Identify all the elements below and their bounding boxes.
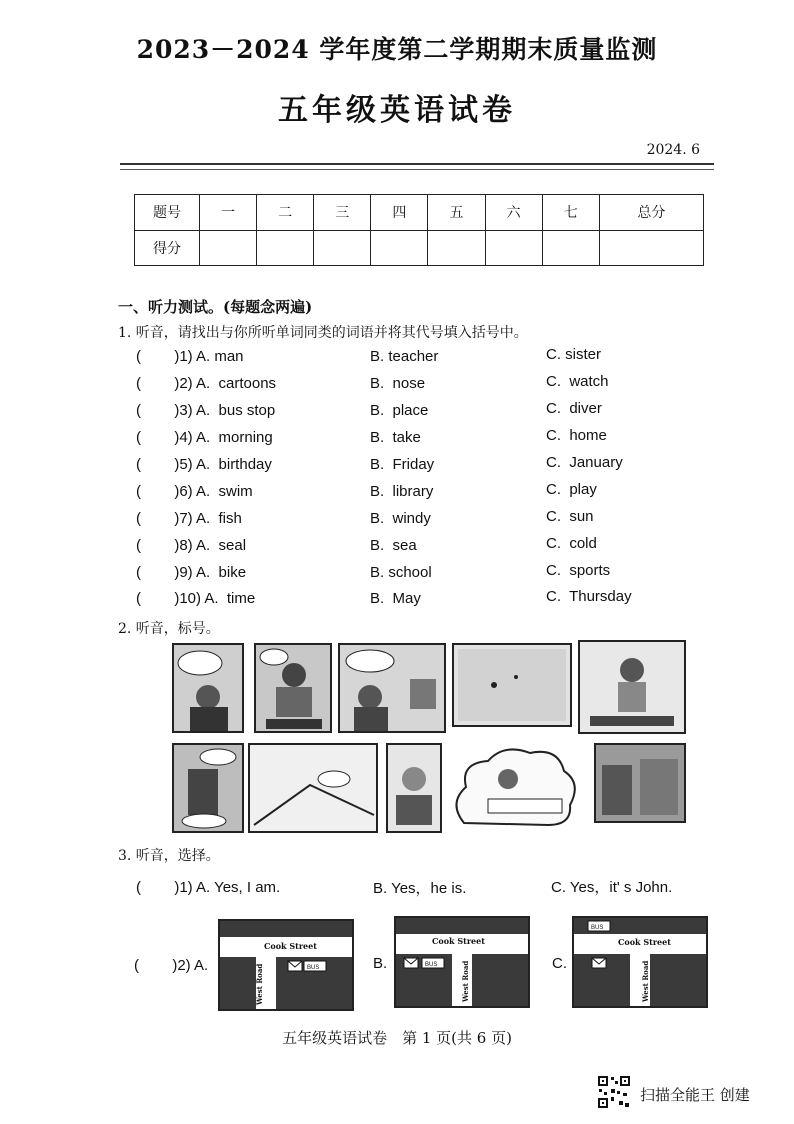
q1-item-option-b: B. place (370, 402, 429, 419)
q1-item-option-b: B. take (370, 429, 421, 446)
q3-item2-option-b: B. (373, 955, 388, 972)
q1-item-option-a: ( )10) A. time (136, 590, 256, 607)
q1-item-option-c: C. January (546, 454, 623, 471)
street-label: Cook Street (264, 941, 317, 951)
q1-item-option-a: ( )4) A. morning (136, 429, 273, 446)
header-divider (120, 163, 714, 165)
header-divider-thin (120, 169, 714, 170)
picture-tree-with-speech-bubbles (172, 743, 244, 833)
bus-label: BUS (425, 962, 438, 968)
q1-item-option-b: B. teacher (370, 348, 439, 365)
qr-code-icon (597, 1075, 631, 1109)
score-row-label: 得分 (135, 230, 200, 266)
question-3-instruction: 3. 听音，选择。 (118, 848, 220, 864)
score-entry[interactable] (257, 230, 314, 266)
q1-item-option-a: ( )3) A. bus stop (136, 402, 276, 419)
street-label: Cook Street (618, 937, 671, 947)
scanner-watermark: 扫描全能王 创建 (640, 1086, 750, 1104)
q1-item-option-a: ( )9) A. bike (136, 564, 247, 581)
bus-label: BUS (591, 925, 604, 931)
picture-seal-jumping (248, 743, 378, 833)
q1-item-option-a: ( )7) A. fish (136, 510, 242, 527)
section-title: 一、听力测试。(每题念两遍) (118, 298, 313, 316)
picture-diver-underwater (452, 643, 572, 727)
q1-item-option-a: ( )5) A. birthday (136, 456, 272, 473)
picture-sailor-at-sea (338, 643, 446, 733)
score-cell: 七 (542, 195, 599, 231)
bus-label: BUS (307, 965, 320, 971)
q1-item-option-c: C. sun (546, 508, 594, 525)
q3-item1-option-b: B. Yes，he is. (373, 880, 467, 897)
q1-item-option-b: B. school (370, 564, 432, 581)
road-label: West Road (255, 963, 264, 1005)
exam-date: 2024. 6 (646, 142, 700, 158)
picture-boy-in-cloud (448, 743, 582, 829)
map-option-c (572, 916, 708, 1008)
question-1-instruction: 1. 听音，请找出与你所听单词同类的词语并将其代号填入括号中。 (118, 325, 528, 341)
street-label: Cook Street (432, 936, 485, 946)
q1-item-option-a: ( )2) A. cartoons (136, 375, 277, 392)
q3-item2-option-c: C. (552, 955, 567, 972)
exam-subtitle: 五年级英语试卷 (278, 93, 516, 128)
exam-title: 2023－2024 学年度第二学期期末质量监测 (136, 35, 658, 64)
picture-cat-character (578, 640, 686, 734)
q3-item2-option-a: ( )2) A. (134, 957, 209, 974)
score-cell: 四 (371, 195, 428, 231)
score-entry[interactable] (200, 230, 257, 266)
q1-item-option-b: B. Friday (370, 456, 435, 473)
q1-item-option-b: B. windy (370, 510, 431, 527)
score-entry[interactable] (428, 230, 485, 266)
score-entry[interactable] (542, 230, 599, 266)
q1-item-option-c: C. sister (546, 346, 602, 363)
q3-item1-option-a: ( )1) A. Yes, I am. (136, 879, 281, 896)
q1-item-option-c: C. play (546, 481, 597, 498)
picture-building-street (594, 743, 686, 823)
q1-item-option-b: B. sea (370, 537, 417, 554)
q1-item-option-a: ( )8) A. seal (136, 537, 247, 554)
picture-girl-portrait (386, 743, 442, 833)
q1-item-option-c: C. sports (546, 562, 611, 579)
score-cell: 题号 (135, 195, 200, 231)
score-cell: 五 (428, 195, 485, 231)
score-table-header-row (135, 195, 704, 231)
score-cell: 总分 (599, 195, 703, 231)
q1-item-option-c: C. home (546, 427, 607, 444)
map-option-a (218, 919, 354, 1011)
q1-item-option-c: C. watch (546, 373, 609, 390)
score-cell: 三 (314, 195, 371, 231)
q1-item-option-b: B. May (370, 590, 421, 607)
q1-item-option-c: C. diver (546, 400, 602, 417)
map-option-b (394, 916, 530, 1008)
score-table-score-row (135, 230, 704, 266)
q1-item-option-a: ( )1) A. man (136, 348, 244, 365)
q1-item-option-a: ( )6) A. swim (136, 483, 253, 500)
score-cell: 六 (485, 195, 542, 231)
q1-item-option-c: C. Thursday (546, 588, 632, 605)
score-entry[interactable] (371, 230, 428, 266)
score-cell: 二 (257, 195, 314, 231)
q1-item-option-b: B. library (370, 483, 434, 500)
road-label: West Road (461, 960, 470, 1002)
q1-item-option-b: B. nose (370, 375, 426, 392)
page-footer: 五年级英语试卷 第 1 页(共 6 页) (282, 1029, 512, 1047)
score-entry[interactable] (599, 230, 703, 266)
score-table (134, 194, 704, 266)
picture-cartoon-characters (254, 643, 332, 733)
score-entry[interactable] (485, 230, 542, 266)
picture-man-with-speech-bubble (172, 643, 244, 733)
score-cell: 一 (200, 195, 257, 231)
q1-item-option-c: C. cold (546, 535, 597, 552)
road-label: West Road (641, 960, 650, 1002)
question-2-instruction: 2. 听音，标号。 (118, 621, 220, 637)
q3-item1-option-c: C. Yes，it' s John. (551, 879, 673, 896)
score-entry[interactable] (314, 230, 371, 266)
